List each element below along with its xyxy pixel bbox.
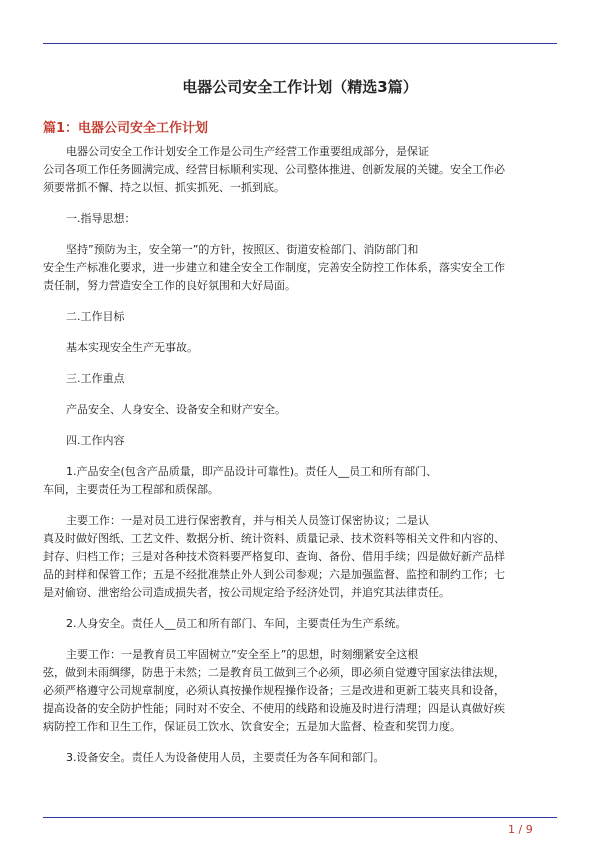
paragraph (43, 615, 557, 633)
paragraph (43, 463, 557, 499)
paragraph (43, 370, 557, 388)
paragraph-line: 1.产品安全(包含产品质量，即产品设计可靠性)。责任人__员工和所有部门、 (66, 465, 438, 478)
paragraph-line: 主要工作：一是教育员工牢固树立”安全至上”的思想，时刻绷紧安全这根 (66, 648, 419, 661)
header-rule (43, 43, 557, 44)
paragraph (43, 339, 557, 357)
footer-rule (43, 817, 557, 818)
paragraph (43, 401, 557, 419)
paragraph (43, 749, 557, 767)
paragraph-line: 责任制，努力营造安全工作的良好氛围和大好局面。 (43, 279, 296, 292)
paragraph (43, 308, 557, 326)
paragraph-line: 二.工作目标 (66, 310, 125, 323)
document-body (43, 143, 557, 780)
paragraph-line: 公司各项工作任务圆满完成、经营目标顺利实现、公司整体推进、创新发展的关键。安全工作必 (43, 163, 505, 176)
paragraph-line: 车间，主要责任为工程部和质保部。 (43, 483, 219, 496)
paragraph (43, 432, 557, 450)
section-heading: 篇1：电器公司安全工作计划 (43, 121, 209, 136)
page-number: 1 / 9 (508, 823, 533, 836)
paragraph-line: 基本实现安全生产无事故。 (66, 341, 198, 354)
paragraph-line: 真及时做好图纸、工艺文件、数据分析、统计资料、质量记录、技术资料等相关文件和内容的、 (43, 532, 505, 545)
paragraph-line: 提高设备的安全防护性能；同时对不安全、不使用的线路和设施及时进行清理；四是认真做好疾 (43, 702, 505, 715)
paragraph-line: 主要工作：一是对员工进行保密教育，并与相关人员签订保密协议；二是认 (66, 514, 429, 527)
paragraph-line: 一.指导思想： (66, 212, 136, 225)
paragraph-line: 必须严格遵守公司规章制度，必须认真按操作规程操作设备；三是改进和更新工装夹具和设备， (43, 684, 505, 697)
paragraph-line: 电器公司安全工作计划安全工作是公司生产经营工作重要组成部分，是保证 (66, 145, 429, 158)
paragraph-line: 病防控工作和卫生工作，保证员工饮水、饮食安全；五是加大监督、检查和奖罚力度。 (43, 720, 461, 733)
document-title: 电器公司安全工作计划（精选3篇） (182, 78, 418, 96)
paragraph-line: 坚持”预防为主，安全第一”的方针，按照区、街道安检部门、消防部门和 (66, 243, 419, 256)
paragraph-line: 2.人身安全。责任人__员工和所有部门、车间，主要责任为生产系统。 (66, 617, 407, 630)
paragraph-line: 须要常抓不懈、持之以恒、抓实抓死、一抓到底。 (43, 181, 285, 194)
paragraph (43, 646, 557, 736)
paragraph-line: 是对偷窃、泄密给公司造成损失者，按公司规定给予经济处罚，并追究其法律责任。 (43, 586, 450, 599)
paragraph-line: 安全生产标准化要求，进一步建立和建全安全工作制度，完善安全防控工作体系，落实安全工作 (43, 261, 505, 274)
paragraph-line: 三.工作重点 (66, 372, 125, 385)
paragraph (43, 210, 557, 228)
paragraph-line: 品的封样和保管工作；五是不经批准禁止外人到公司参观；六是加强监督、监控和制约工作；七 (43, 568, 505, 581)
paragraph-line: 产品安全、人身安全、设备安全和财产安全。 (66, 403, 286, 416)
paragraph-line: 弦，做到未雨绸缪，防患于未然；二是教育员工做到三个必须，即必须自觉遵守国家法律法规， (43, 666, 505, 679)
paragraph-line: 四.工作内容 (66, 434, 125, 447)
paragraph (43, 143, 557, 197)
paragraph-line: 3.设备安全。责任人为设备使用人员，主要责任为各车间和部门。 (66, 751, 385, 764)
paragraph (43, 512, 557, 602)
paragraph (43, 241, 557, 295)
paragraph-line: 封存、归档工作；三是对各种技术资料要严格复印、查询、备份、借用手续；四是做好新产品样 (43, 550, 505, 563)
